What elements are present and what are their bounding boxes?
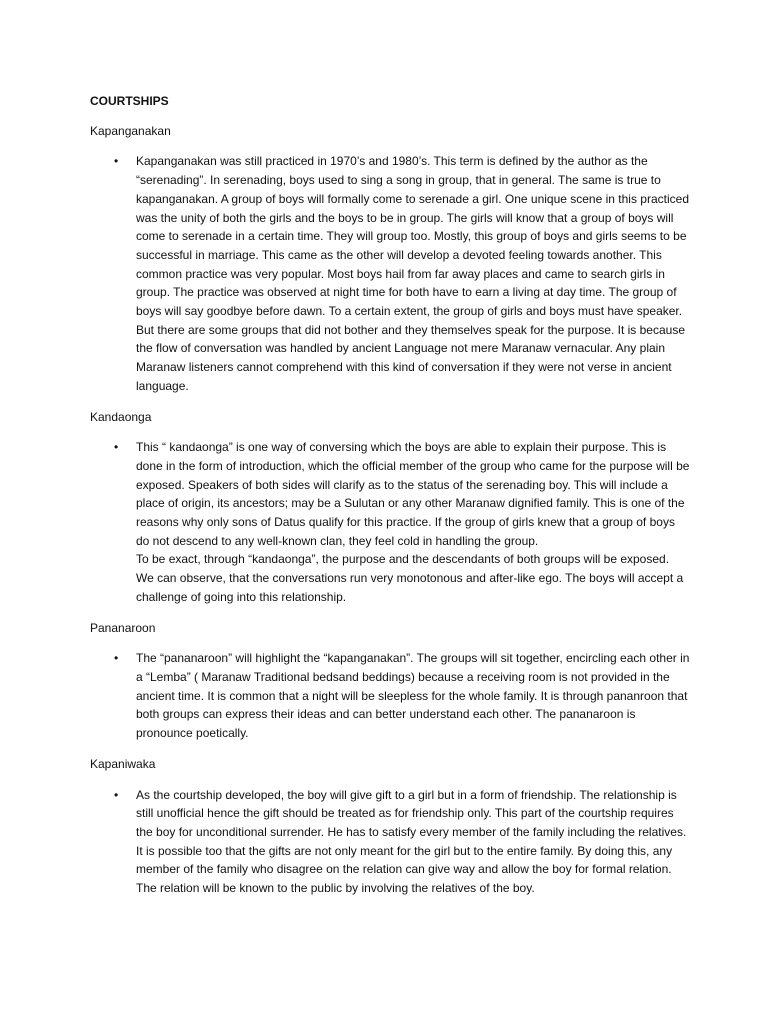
bullet-item-kapaniwaka — [90, 786, 690, 898]
paragraph: As the courtship developed, the boy will give gift to a girl but in a form of friendship. The relationship is still unofficial hence the gift should be treated as for friendship only. This part of the courtship requires the boy for unconditional surrender. He has to satisfy every member of the family including the relatives. It is possible too that the gifts are not only meant for the girl but to the entire family. By doing this, any member of the family who disagree on the relation can give way and allow the boy for formal relation. The relation will be known to the public by involving the relatives of the boy. — [136, 787, 687, 896]
bullet-item-kapanganakan — [90, 152, 690, 395]
bullet-icon: • — [114, 440, 119, 455]
bullet-item-kandaonga — [90, 438, 690, 606]
section-heading-kapanganakan: Kapanganakan — [90, 123, 171, 138]
document-title: COURTSHIPS — [90, 94, 169, 108]
document-body — [90, 92, 690, 910]
paragraph: To be exact, through “kandaonga”, the purpose and the descendants of both groups will be exposed. We can observe, that the conversations run very monotonous and after-like ego. The boys will accept a challenge of going into this relationship. — [136, 552, 684, 604]
paragraph: This “ kandaonga” is one way of conversing which the boys are able to explain their purpose. This is done in the form of introduction, which the official member of the group who came for the purpose will be exposed. Speakers of both sides will clarify as to the status of the serenading boy. This will include a place of origin, its ancestors; may be a Sulutan or any other Maranaw dignified family. This is one of the reasons why only sons of Datus qualify for this practice. If the group of girls knew that a group of boys do not descend to any well-known clan, they feel cold in handling the group. — [136, 440, 690, 548]
paragraph: Kapanganakan was still practiced in 1970’s and 1980’s. This term is defined by the author as the “serenading”. In serenading, boys used to sing a song in group, that in general. The same is true to kapanganakan. A group of boys will formally come to serenade a girl. One unique scene in this practiced was the unity of both the girls and the boys to be in group. The girls will know that a group of boys will come to serenade in a certain time. They will group too. Mostly, this group of boys and girls seems to be successful in marriage. This came as the other will develop a devoted feeling towards another. This common practice was very popular. Most boys hail from far away places and came to search girls in group. The practice was observed at night time for both have to earn a living at day time. The group of boys will say goodbye before dawn. To a certain extent, the group of girls and boys must have speaker. But there are some groups that did not bother and they themselves speak for the purpose. It is because the flow of conversation was handled by ancient Language not mere Maranaw vernacular. Any plain Maranaw listeners cannot comprehend with this kind of conversation if they were not verse in ancient language. — [136, 154, 689, 393]
section-heading-pananaroon: Pananaroon — [90, 620, 156, 635]
bullet-icon: • — [114, 154, 119, 169]
section-heading-kapaniwaka: Kapaniwaka — [90, 756, 156, 771]
bullet-icon: • — [114, 651, 119, 666]
bullet-item-pananaroon — [90, 649, 690, 743]
bullet-icon: • — [114, 787, 119, 802]
section-heading-kandaonga: Kandaonga — [90, 409, 152, 424]
paragraph: The “pananaroon” will highlight the “kapanganakan”. The groups will sit together, encircling each other in a “Lemba” ( Maranaw Traditional bedsand beddings) because a receiving room is not provided in the ancient time. It is common that a night will be sleepless for the whole family. It is through pananroon that both groups can express their ideas and can better understand each other. The pananaroon is pronounce poetically. — [136, 651, 690, 741]
